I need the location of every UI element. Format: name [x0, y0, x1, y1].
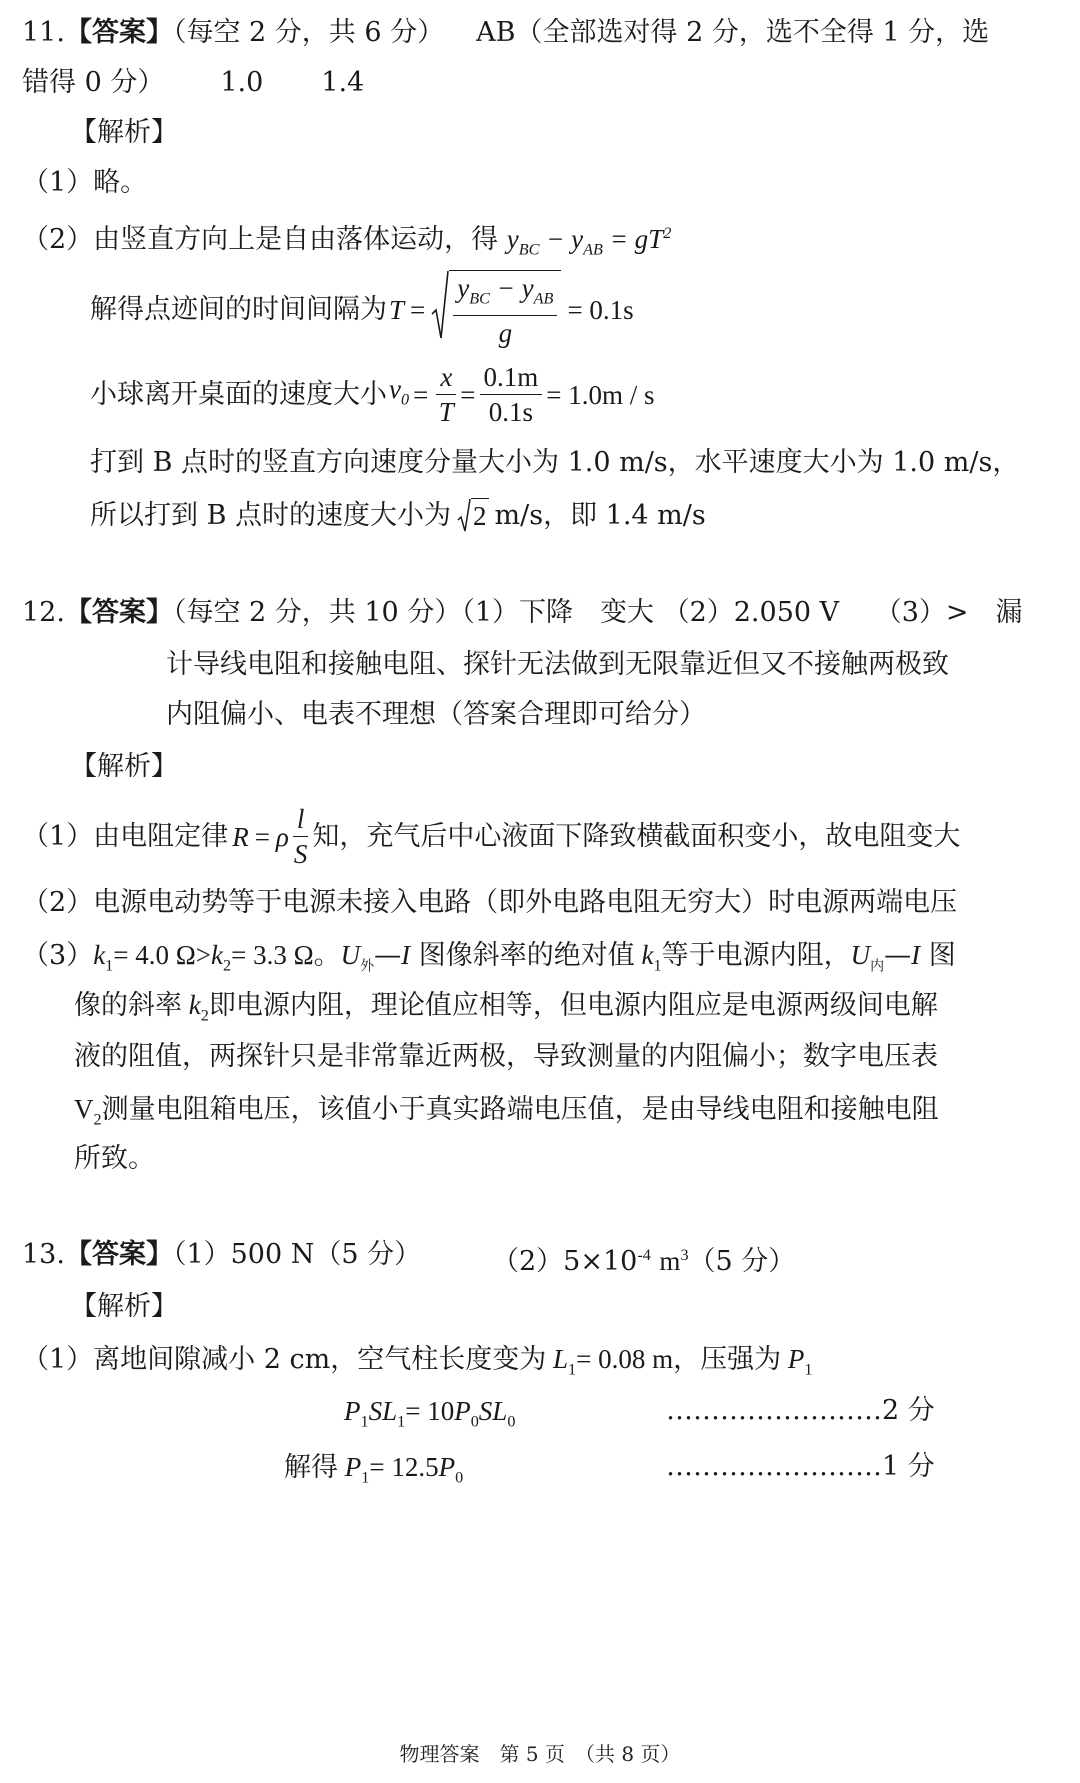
q13-number: 13.	[22, 1239, 65, 1270]
q11-answer-line-2	[22, 66, 364, 100]
q11-frac1-den: T	[438, 397, 454, 427]
q13-answer-line	[22, 1238, 421, 1272]
q12-frac-num: l	[293, 802, 309, 837]
q12-analysis-p1: （1）由电阻定律 R = ρ $\frac{l}{S}$ 知，充气后中心液面下降致横截面积变小，故电阻变大	[22, 804, 961, 869]
q11-p3-text: 解得点迹间的时间间隔为	[90, 294, 387, 326]
q13-analysis-p1: （1）离地间隙减小 2 cm，空气柱长度变为 $L_1= 0.08$ m，压强为 $P_1$	[22, 1344, 813, 1379]
q12-analysis-heading: 【解析】	[70, 751, 178, 782]
q12-answer-tag: 【答案】	[64, 597, 173, 628]
q13-equation-1-score: ……………………2 分	[666, 1395, 935, 1426]
q11-score: （每空 2 分，共 6 分）	[172, 17, 445, 48]
q12-answer-line-2: 计导线电阻和接触电阻、探针无法做到无限靠近但又不接触两极致	[166, 649, 949, 680]
q11-p2-text: （2）由竖直方向上是自由落体运动，得	[22, 224, 499, 255]
q11-analysis-p3: 解得点迹间的时间间隔为 T = $\frac{y_{BC} - y_{AB}}{g}$ = 0.1s	[90, 270, 634, 350]
q12-answer-line	[22, 596, 1023, 630]
q12-analysis-p3: $(3)k_1= 4.0$ $\Omega>k_2= 3.3$ Ω。$U_外—I$ 图像斜率的绝对值 $k_1$等于电源内阻，$U_内—I$ 图	[22, 940, 956, 975]
q11-p2-formula: $y_{BC} - y_{AB} = gT^2$	[506, 224, 672, 259]
q11-p6-b: m/s，即 1.4 m/s	[494, 499, 706, 531]
q11-sqrt-expression: $\frac{y_{BC} - y_{AB}}{g}$	[431, 270, 561, 350]
q12-answer-l1: （每空 2 分，共 10 分）（1）下降 变大 （2）2.050 V （3）> 漏	[172, 597, 1023, 628]
q11-p6-a: 所以打到 B 点时的速度大小为	[90, 499, 452, 531]
q11-number: 11.	[22, 17, 65, 48]
q13-answer-tag: 【答案】	[64, 1239, 173, 1270]
q11-v0-symbol: $v_0$	[389, 374, 410, 409]
q13-analysis-heading: 【解析】	[70, 1291, 178, 1322]
q11-frac2-num: 0.1m	[480, 360, 543, 395]
q11-frac2-den: 0.1s	[488, 397, 534, 427]
q11-answer-line	[22, 16, 989, 50]
q12-analysis-p4: 像的斜率 $k_2$即电源内阻，理论值应相等，但电源内阻应是电源两级间电解	[74, 990, 938, 1025]
q12-number: 12.	[22, 597, 65, 628]
q13-equation-2: 解得 $P_1= 12.5P_0$	[284, 1452, 464, 1487]
q11-p3-result: = 0.1s	[567, 295, 634, 326]
q11-analysis-p4: 小球离开桌面的速度大小 $v_0$ = $\frac{x}{T}$ = $\frac{0.1m}{0.1s}$ = 1.0m / s	[90, 362, 655, 427]
q11-answer-1-cont: 错得 0 分）	[22, 67, 165, 98]
q11-analysis-heading: 【解析】	[70, 117, 178, 148]
q11-analysis-p1: （1）略。	[22, 167, 148, 198]
q12-analysis-p6: $V_2$测量电阻箱电压，该值小于真实路端电压值，是由导线电阻和接触电阻	[74, 1094, 939, 1129]
q11-period-symbol: T	[389, 295, 405, 326]
q11-frac1-num: x	[436, 360, 456, 395]
q12-answer-line-3: 内阻偏小、电表不理想（答案合理即可给分）	[166, 699, 706, 730]
q13-answer-1: （1）500 N（5 分）	[172, 1239, 422, 1270]
q11-analysis-p6	[90, 498, 706, 533]
q11-answer-2: 1.0	[220, 67, 264, 98]
q12-analysis-p5: 液的阻值，两探针只是非常靠近两极，导致测量的内阻偏小；数字电压表	[74, 1041, 938, 1072]
q12-analysis-p2: （2）电源电动势等于电源未接入电路（即外电路电阻无穷大）时电源两端电压	[22, 887, 958, 918]
q13-equation-2-score: ……………………1 分	[666, 1451, 935, 1482]
q11-answer-1: AB（全部选对得 2 分，选不全得 1 分，选	[476, 17, 990, 48]
q11-answer-tag: 【答案】	[64, 17, 173, 48]
q11-sqrt2: 2	[457, 498, 489, 533]
q12-frac-den: S	[293, 839, 308, 869]
q11-analysis-p5: 打到 B 点时的竖直方向速度分量大小为 1.0 m/s，水平速度大小为 1.0 m/s，	[90, 447, 1020, 478]
q11-analysis-p2	[22, 216, 671, 266]
q11-answer-3: 1.4	[321, 67, 365, 98]
q13-answer-2: $(2)5\times 10^{-4}$ $m^3(5$ 分）	[492, 1246, 796, 1277]
q12-analysis-p7: 所致。	[74, 1143, 155, 1174]
q13-equation-1: $P_1SL_1= 10P_0SL_0$	[344, 1396, 516, 1431]
q11-p4-result: = 1.0m / s	[546, 379, 655, 410]
page-footer: 物理答案 第 5 页 （共 8 页）	[399, 1742, 681, 1766]
q11-p4-text: 小球离开桌面的速度大小	[90, 378, 387, 410]
